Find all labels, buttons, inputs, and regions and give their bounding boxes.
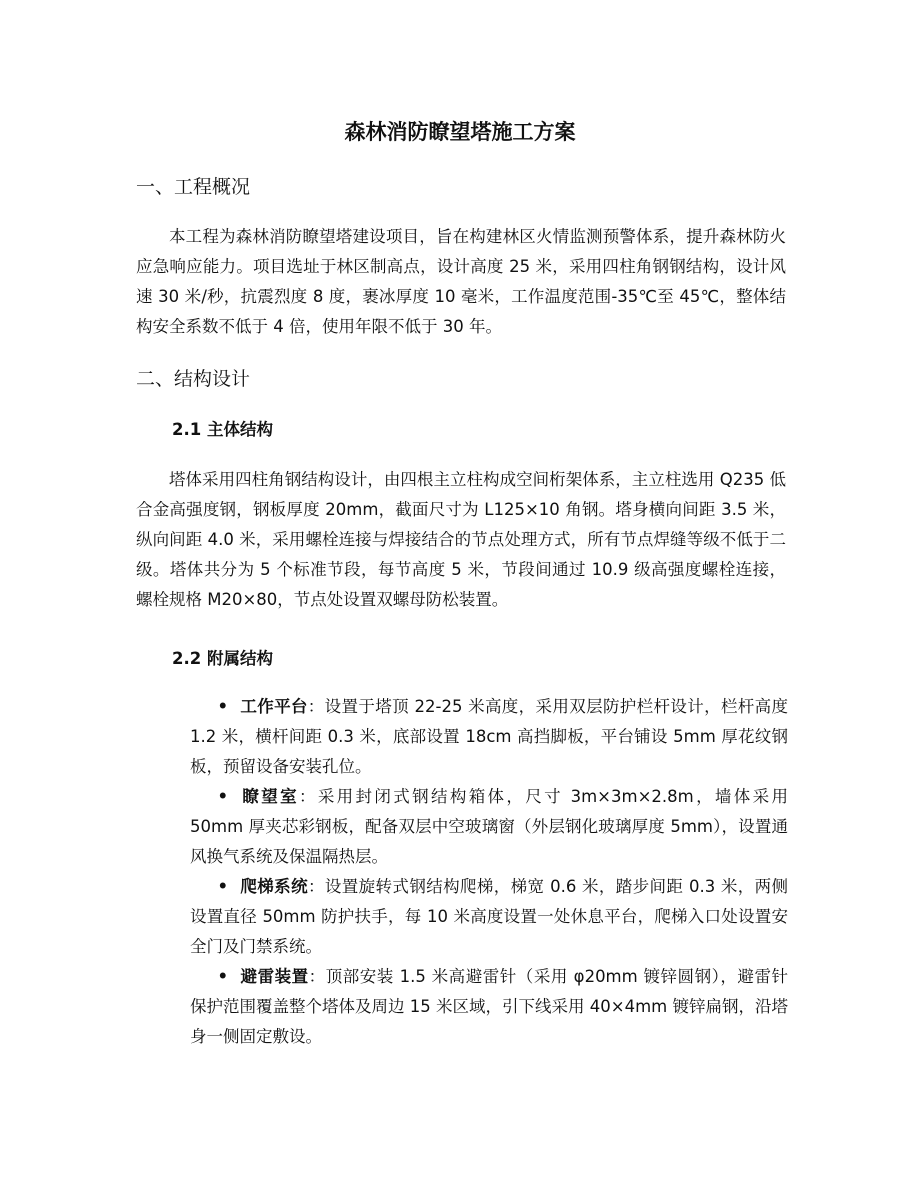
bullet-icon: • (217, 967, 228, 986)
list-item-text: ：设置旋转式钢结构爬梯，梯宽 0.6 米，踏步间距 0.3 米，两侧设置直径 50mm 防护扶手，每 10 米高度设置一处休息平台，爬梯入口处设置安全门及门禁系统。 (190, 877, 789, 956)
list-item-label: 瞭望室 (240, 787, 299, 806)
list-item (190, 782, 788, 872)
main-structure-paragraph: 塔体采用四柱角钢结构设计，由四根主立柱构成空间桁架体系，主立柱选用 Q235 低合金高强度钢，钢板厚度 20mm，截面尺寸为 L125×10 角钢。塔身横向间距 3.5 米，纵向间距 4.0 米，采用螺栓连接与焊接结合的节点处理方式，所有节点焊缝等级不低于二级。塔体共分为 5 个标准节段，每节高度 5 米，节段间通过 10.9 级高强度螺栓连接，螺栓规格 M20×80，节点处设置双螺母防松装置。 (136, 470, 786, 609)
section-heading-overview: 一、工程概况 (136, 176, 251, 198)
document-title: 森林消防瞭望塔施工方案 (344, 120, 576, 144)
list-item-text: ：设置于塔顶 22-25 米高度，采用双层防护栏杆设计，栏杆高度 1.2 米，横杆间距 0.3 米，底部设置 18cm 高挡脚板，平台铺设 5mm 厚花纹钢板，预留设备安装孔位。 (190, 697, 789, 776)
list-item-label: 爬梯系统 (240, 877, 308, 896)
list-item-text: ：采用封闭式钢结构箱体，尺寸 3m×3m×2.8m，墙体采用 50mm 厚夹芯彩钢板，配备双层中空玻璃窗（外层钢化玻璃厚度 5mm），设置通风换气系统及保温隔热层。 (190, 787, 789, 866)
list-item-label: 工作平台 (240, 697, 308, 716)
bullet-icon: • (217, 787, 228, 806)
subsection-heading-auxiliary-structure: 2.2 附属结构 (172, 649, 273, 668)
list-item (190, 872, 788, 962)
list-item-text: ：顶部安装 1.5 米高避雷针（采用 φ20mm 镀锌圆钢），避雷针保护范围覆盖整个塔体及周边 15 米区域，引下线采用 40×4mm 镀锌扁钢，沿塔身一侧固定敷设。 (190, 967, 789, 1046)
auxiliary-structure-list (190, 692, 788, 1052)
subsection-heading-main-structure: 2.1 主体结构 (172, 420, 273, 439)
overview-paragraph: 本工程为森林消防瞭望塔建设项目，旨在构建林区火情监测预警体系，提升森林防火应急响应能力。项目选址于林区制高点，设计高度 25 米，采用四柱角钢钢结构，设计风速 30 米/秒，抗震烈度 8 度，裹冰厚度 10 毫米，工作温度范围-35℃至 45℃，整体结构安全系数不低于 4 倍，使用年限不低于 30 年。 (136, 227, 786, 336)
list-item (190, 692, 788, 782)
bullet-icon: • (217, 697, 228, 716)
list-item-label: 避雷装置 (240, 967, 309, 986)
bullet-icon: • (217, 877, 228, 896)
section-heading-structure: 二、结构设计 (136, 368, 251, 390)
list-item (190, 962, 788, 1052)
